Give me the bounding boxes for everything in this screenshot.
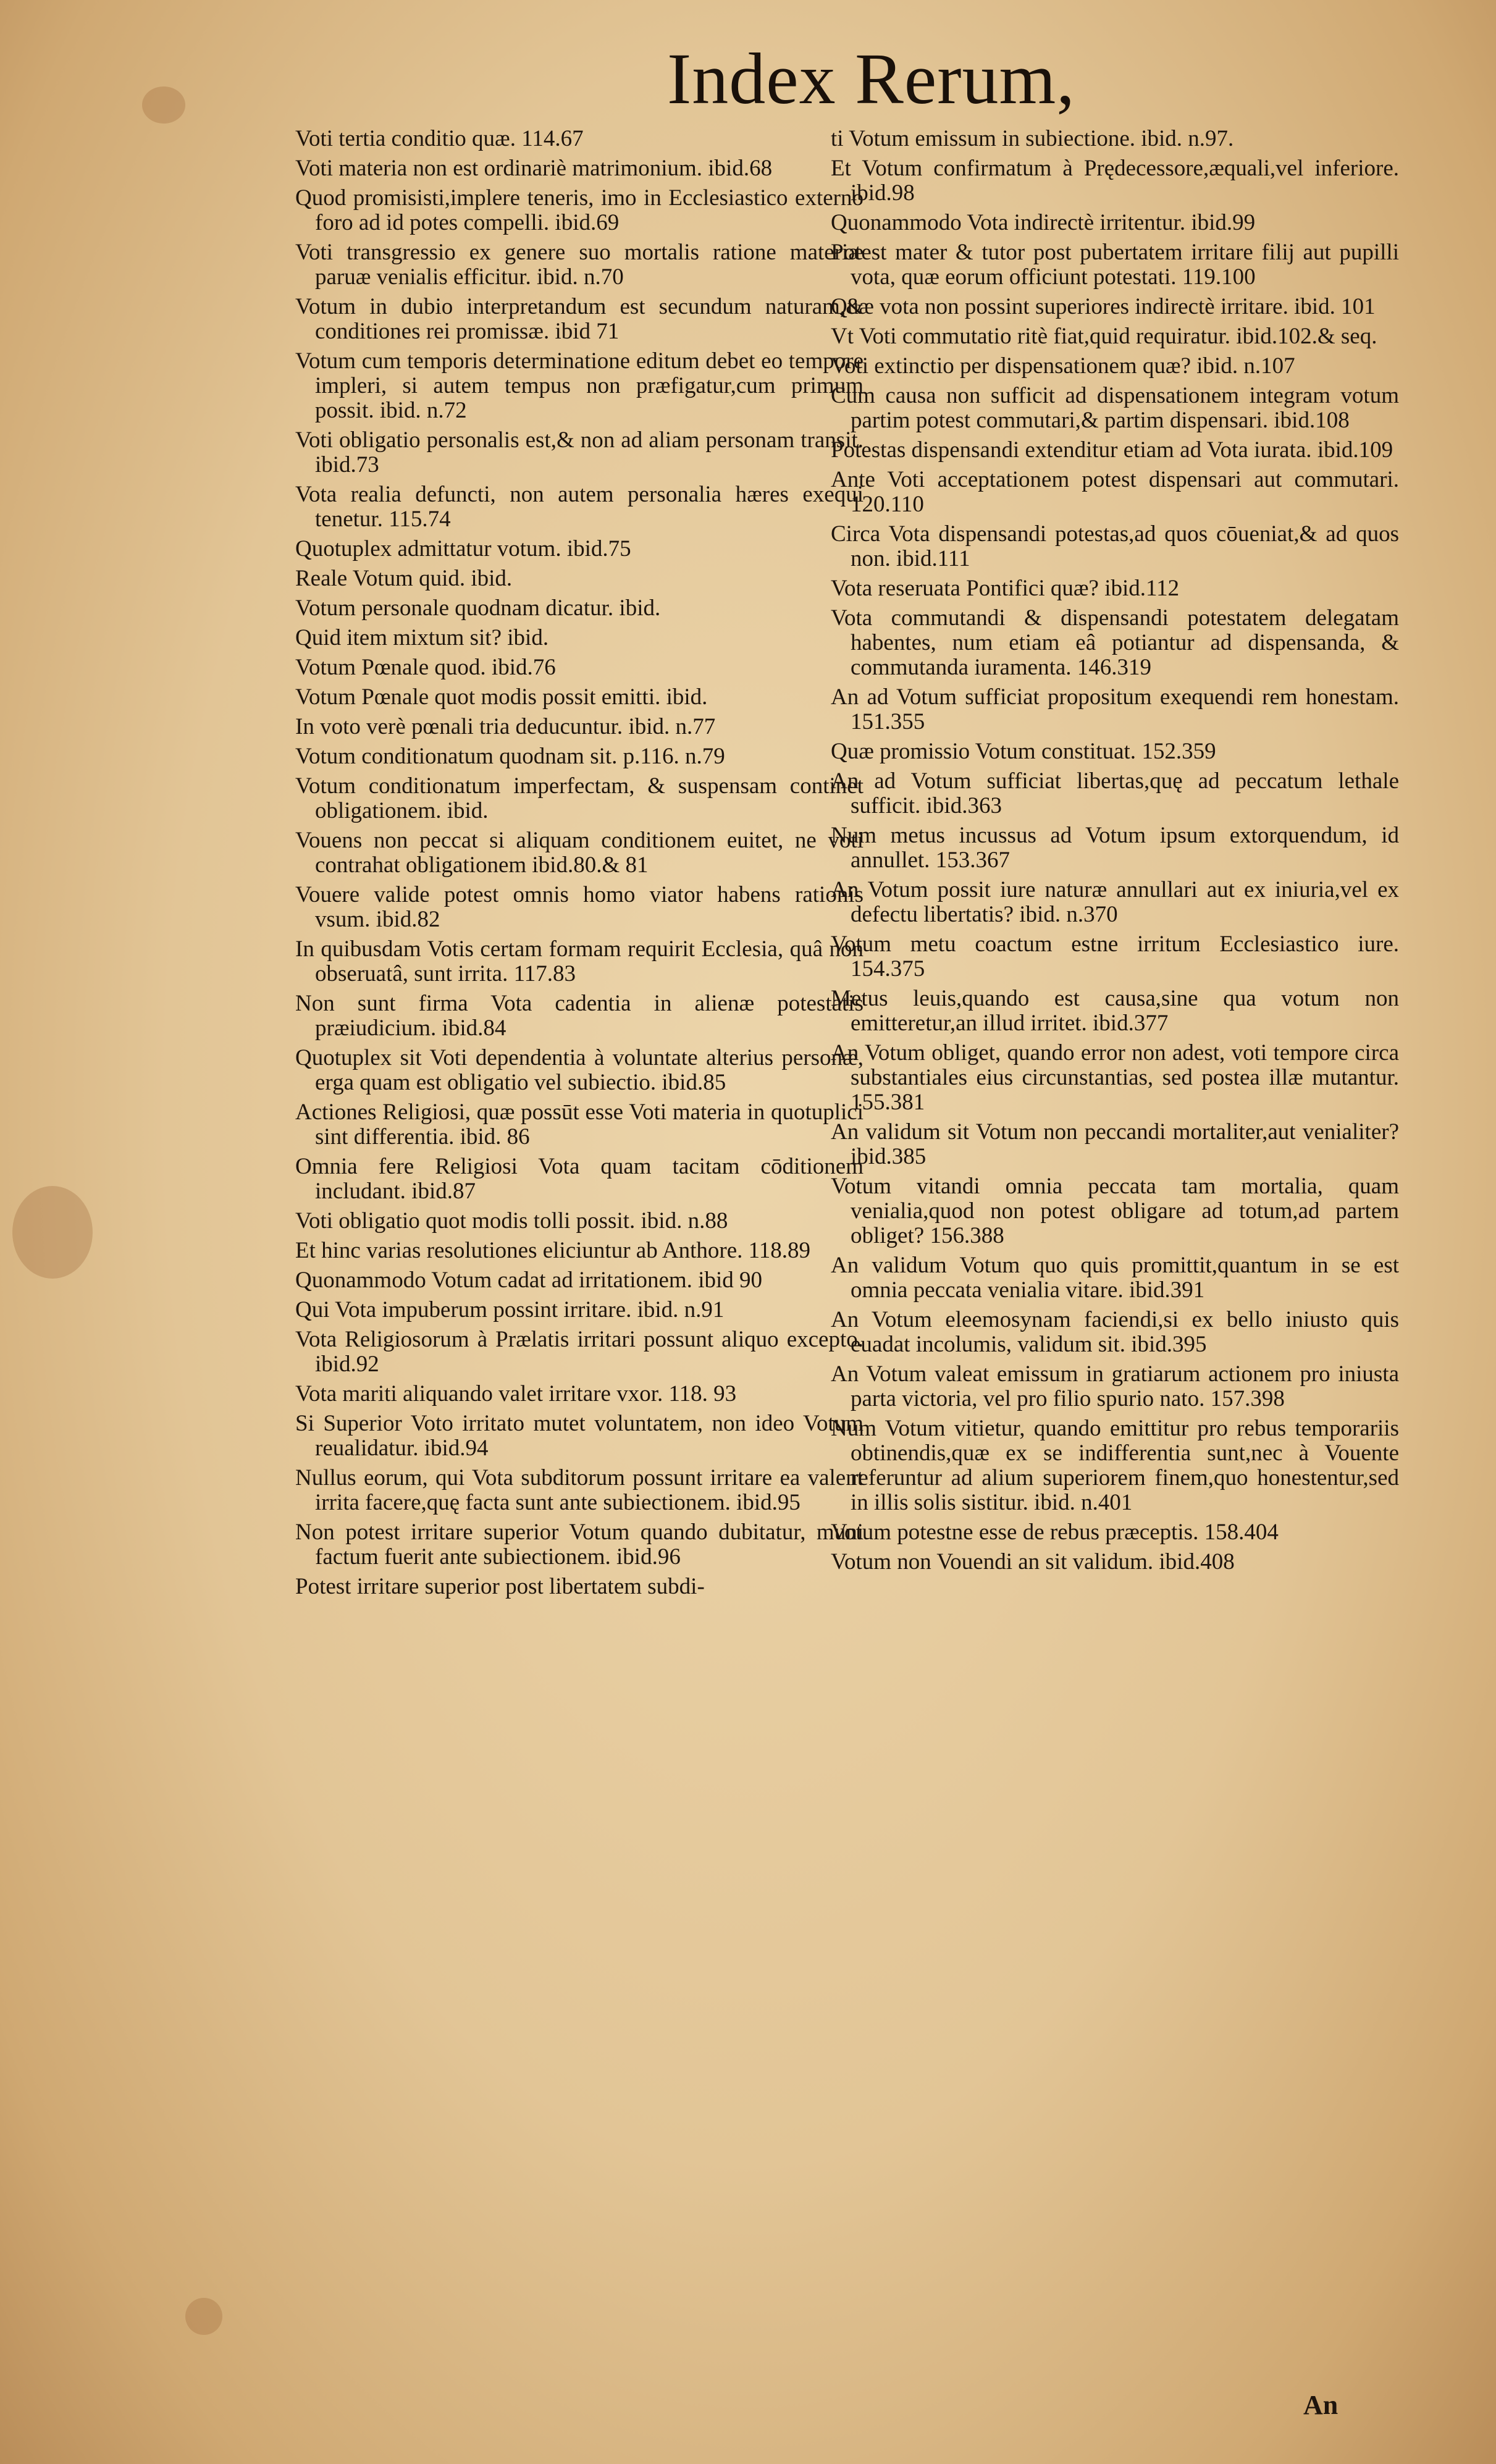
entry-reference: ibid. n.91 bbox=[637, 1297, 725, 1322]
entry-text: Et Votum confirmatum à Prędecessore,æquali,vel inferiore. bbox=[831, 156, 1399, 181]
entry-reference: ibid.109 bbox=[1317, 437, 1393, 463]
entry-reference: ibid.111 bbox=[896, 546, 970, 571]
entry-text: Quotuplex sit Voti dependentia à voluntate alterius personæ, erga quam est obligatio vel subiectio. bbox=[295, 1045, 864, 1095]
entry-text: Voti transgressio ex genere suo mortalis ratione materiæ paruæ venialis efficitur. bbox=[295, 240, 864, 290]
entry-text: Num metus incussus ad Votum ipsum extorquendum, id annullet. bbox=[831, 823, 1399, 873]
entry-text: Votum cum temporis determinatione editum debet eo tempore impleri, si autem tempus non præfigatur,cum primum possit. bbox=[295, 348, 864, 423]
index-entry bbox=[831, 606, 1399, 680]
index-column-left bbox=[295, 127, 864, 1604]
entry-reference: ibid. bbox=[619, 595, 661, 621]
entry-text: Votum Pœnale quod. bbox=[295, 655, 486, 680]
index-entry bbox=[295, 1382, 864, 1406]
index-entry bbox=[295, 744, 864, 769]
entry-text: Ante Voti acceptationem potest dispensari aut commutari. bbox=[831, 467, 1399, 492]
entry-text: Votum non Vouendi an sit validum. bbox=[831, 1549, 1154, 1575]
entry-reference: ibid.68 bbox=[708, 156, 773, 181]
entry-reference: ibid.102.& seq. bbox=[1236, 324, 1377, 349]
index-entry bbox=[831, 468, 1399, 517]
stain bbox=[12, 1186, 93, 1279]
entry-text: An Votum possit iure naturæ annullari aut ex iniuria,vel ex defectu libertatis? bbox=[831, 877, 1399, 927]
index-entry bbox=[295, 991, 864, 1041]
index-entry bbox=[295, 1327, 864, 1377]
entry-text: Si Superior Voto irritato mutet voluntatem, non ideo Votum reualidatur. bbox=[295, 1411, 864, 1461]
entry-reference: ibid.73 bbox=[315, 452, 379, 477]
entry-text: Vota commutandi & dispensandi potestatem delegatam habentes, num etiam eâ potiantur ad dispensanda, & commutanda iuramenta. bbox=[831, 605, 1399, 680]
index-entry bbox=[295, 428, 864, 477]
entry-reference: ibid.96 bbox=[616, 1544, 681, 1570]
entry-text: Omnia fere Religiosi Vota quam tacitam cōditionem includant. bbox=[295, 1154, 864, 1204]
index-entry bbox=[295, 715, 864, 739]
entry-text: Vouens non peccat si aliquam conditionem euitet, ne voti contrahat obligationem bbox=[295, 828, 864, 878]
entry-reference: ibid. bbox=[666, 684, 708, 710]
entry-text: Quid item mixtum sit? bbox=[295, 625, 502, 650]
entry-text: An Votum eleemosynam faciendi,si ex bello iniusto quis euadat incolumis, validum sit. bbox=[831, 1307, 1399, 1357]
entry-reference: ibid.87 bbox=[411, 1179, 476, 1204]
entry-reference: 118. 93 bbox=[668, 1381, 737, 1406]
entry-text: Quæ vota non possint superiores indirectè irritare. bbox=[831, 294, 1288, 319]
entry-reference: 158.404 bbox=[1204, 1520, 1279, 1545]
entry-text: In voto verè pœnali tria deducuntur. bbox=[295, 714, 623, 739]
entry-reference: ibid.108 bbox=[1274, 408, 1350, 433]
entry-text: Vota mariti aliquando valet irritare vxor. bbox=[295, 1381, 663, 1406]
index-entry bbox=[831, 1120, 1399, 1169]
index-entry bbox=[831, 1174, 1399, 1248]
entry-text: Votum in dubio interpretandum est secundum naturam,& conditiones rei promissæ. bbox=[295, 294, 864, 344]
entry-reference: ibid. n.88 bbox=[641, 1208, 728, 1234]
entry-reference: 146.319 bbox=[1077, 655, 1152, 680]
entry-text: Vota realia defuncti, non autem personalia hæres exequi tenetur. bbox=[295, 482, 864, 532]
entry-reference: 120.110 bbox=[851, 492, 924, 517]
entry-text: Qui Vota impuberum possint irritare. bbox=[295, 1297, 632, 1322]
index-entry bbox=[295, 156, 864, 181]
entry-reference: ibid. n.72 bbox=[379, 398, 467, 423]
entry-reference: p.116. n.79 bbox=[623, 744, 725, 769]
entry-reference: ibid. bbox=[447, 798, 489, 823]
entry-reference: ibid. n.401 bbox=[1034, 1490, 1133, 1515]
entry-reference: ibid. 101 bbox=[1294, 294, 1376, 319]
index-entry bbox=[831, 878, 1399, 927]
entry-text: An validum Votum quo quis promittit,quantum in se est omnia peccata venialia vitare. bbox=[831, 1253, 1399, 1303]
index-entry bbox=[295, 1520, 864, 1570]
entry-text: In quibusdam Votis certam formam requirit Ecclesia, quâ non obseruatâ, sunt irrita. bbox=[295, 936, 864, 986]
index-entry bbox=[831, 354, 1399, 379]
entry-reference: ibid. bbox=[507, 625, 549, 650]
index-entry bbox=[295, 1154, 864, 1204]
entry-reference: ibid.377 bbox=[1093, 1011, 1169, 1036]
entry-text: Voti obligatio quot modis tolli possit. bbox=[295, 1208, 636, 1234]
entry-text: Reale Votum quid. bbox=[295, 566, 466, 591]
entry-text: An Votum obliget, quando error non adest, voti tempore circa substantiales eius circunstantias, sed postea illæ mutantur. bbox=[831, 1040, 1399, 1090]
index-entry bbox=[295, 937, 864, 986]
entry-text: Metus leuis,quando est causa,sine qua votum non emitteretur,an illud irritet. bbox=[831, 986, 1399, 1036]
entry-text: An ad Votum sufficiat libertas,quę ad peccatum lethale sufficit. bbox=[831, 768, 1399, 818]
index-entry bbox=[831, 1550, 1399, 1575]
index-entry bbox=[295, 596, 864, 621]
entry-reference: ibid 90 bbox=[698, 1268, 762, 1293]
entry-reference: ibid. n.107 bbox=[1196, 353, 1295, 379]
entry-reference: ibid.75 bbox=[566, 536, 631, 561]
entry-text: Quæ promissio Votum constituat. bbox=[831, 739, 1137, 764]
entry-text: An Votum valeat emissum in gratiarum actionem pro iniusta parta victoria, vel pro filio spurio nato. bbox=[831, 1361, 1399, 1411]
entry-reference: ibid.363 bbox=[926, 793, 1002, 818]
index-entry bbox=[295, 566, 864, 591]
index-entry bbox=[295, 1046, 864, 1095]
index-entry bbox=[831, 932, 1399, 982]
index-entry bbox=[295, 482, 864, 532]
index-entry bbox=[295, 186, 864, 235]
entry-text: ti Votum emissum in subiectione. bbox=[831, 126, 1135, 151]
entry-reference: ibid. 86 bbox=[460, 1124, 530, 1150]
index-entry bbox=[295, 828, 864, 878]
entry-reference: 151.355 bbox=[851, 709, 925, 734]
index-column-right bbox=[831, 127, 1399, 1579]
index-entry bbox=[831, 295, 1399, 319]
entry-text: Voti tertia conditio quæ. bbox=[295, 126, 516, 151]
entry-text: Actiones Religiosi, quæ possūt esse Voti materia in quotuplici sint differentia. bbox=[295, 1100, 864, 1150]
index-entry bbox=[295, 1575, 864, 1599]
entry-reference: 155.381 bbox=[851, 1090, 925, 1115]
index-entry bbox=[831, 986, 1399, 1036]
entry-reference: ibid. bbox=[471, 566, 513, 591]
entry-reference: 114.67 bbox=[521, 126, 584, 151]
entry-text: Votum conditionatum quodnam sit. bbox=[295, 744, 618, 769]
index-entry bbox=[295, 1411, 864, 1461]
index-entry bbox=[831, 1308, 1399, 1357]
index-entry bbox=[295, 685, 864, 710]
index-entry bbox=[295, 240, 864, 290]
index-entry bbox=[831, 739, 1399, 764]
entry-reference: 152.359 bbox=[1141, 739, 1216, 764]
index-entry bbox=[295, 295, 864, 344]
entry-text: Quonammodo Vota indirectè irritentur. bbox=[831, 210, 1186, 235]
entry-text: Potest mater & tutor post pubertatem irritare filij aut pupilli vota, quæ eorum officiunt potestati. bbox=[831, 240, 1399, 290]
index-entry bbox=[295, 883, 864, 932]
index-entry bbox=[831, 576, 1399, 601]
index-entry bbox=[831, 384, 1399, 433]
index-entry bbox=[295, 1100, 864, 1150]
entry-reference: ibid. n.77 bbox=[628, 714, 716, 739]
index-entry bbox=[295, 626, 864, 650]
entry-reference: ibid.95 bbox=[736, 1490, 801, 1515]
index-entry bbox=[831, 156, 1399, 206]
entry-text: Cum causa non sufficit ad dispensationem integram votum partim potest commutari,& partim dispensari. bbox=[831, 383, 1399, 433]
index-entry bbox=[831, 685, 1399, 734]
entry-reference: ibid.98 bbox=[851, 180, 915, 206]
entry-text: Non sunt firma Vota cadentia in alienæ potestatis præiudicium. bbox=[295, 991, 864, 1041]
entry-reference: 117.83 bbox=[513, 961, 576, 986]
entry-reference: 115.74 bbox=[389, 507, 451, 532]
entry-text: Vouere valide potest omnis homo viator habens rationis vsum. bbox=[295, 882, 864, 932]
index-entry bbox=[295, 349, 864, 423]
index-entry bbox=[831, 240, 1399, 290]
entry-reference: ibid.408 bbox=[1159, 1549, 1235, 1575]
entry-reference: ibid.80.& 81 bbox=[532, 852, 649, 878]
entry-text: Num Votum vitietur, quando emittitur pro rebus temporariis obtinendis,quæ ex se indifferentia sunt,nec à Vouente referuntur ad alium superiorem finem,quo honestentur,sed in illis solis sistitur. bbox=[831, 1416, 1399, 1515]
index-entry bbox=[295, 774, 864, 823]
entry-text: An validum sit Votum non peccandi mortaliter,aut venialiter? bbox=[831, 1119, 1399, 1145]
index-entry bbox=[831, 1416, 1399, 1515]
index-entry bbox=[831, 1253, 1399, 1303]
index-entry bbox=[831, 1362, 1399, 1411]
entry-text: Circa Vota dispensandi potestas,ad quos cōueniat,& ad quos non. bbox=[831, 521, 1399, 571]
entry-reference: ibid.112 bbox=[1104, 576, 1180, 601]
index-entry bbox=[831, 1520, 1399, 1545]
entry-text: Votum personale quodnam dicatur. bbox=[295, 595, 614, 621]
entry-reference: ibid.92 bbox=[315, 1352, 379, 1377]
entry-reference: 153.367 bbox=[935, 847, 1010, 873]
index-entry bbox=[295, 1238, 864, 1263]
index-entry bbox=[831, 324, 1399, 349]
entry-text: Votum Pœnale quot modis possit emitti. bbox=[295, 684, 661, 710]
entry-reference: ibid.94 bbox=[424, 1436, 489, 1461]
index-entry bbox=[831, 438, 1399, 463]
index-entry bbox=[295, 127, 864, 151]
entry-reference: ibid. n.370 bbox=[1019, 902, 1118, 927]
entry-reference: ibid.395 bbox=[1131, 1332, 1207, 1357]
entry-text: Quotuplex admittatur votum. bbox=[295, 536, 561, 561]
entry-text: An ad Votum sufficiat propositum exequendi rem honestam. bbox=[831, 684, 1399, 710]
index-entry bbox=[831, 211, 1399, 235]
stain bbox=[185, 2298, 222, 2335]
index-entry bbox=[295, 537, 864, 561]
index-entry bbox=[295, 655, 864, 680]
entry-reference: ibid.84 bbox=[442, 1015, 506, 1041]
entry-text: Voti obligatio personalis est,& non ad aliam personam transit. bbox=[295, 427, 864, 453]
entry-reference: 118.89 bbox=[748, 1238, 811, 1263]
entry-reference: ibid 71 bbox=[555, 319, 620, 344]
entry-text: Voti extinctio per dispensationem quæ? bbox=[831, 353, 1191, 379]
entry-text: Vota Religiosorum à Prælatis irritari possunt aliquo excepto. bbox=[295, 1327, 864, 1352]
entry-text: Et hinc varias resolutiones eliciuntur ab Anthore. bbox=[295, 1238, 743, 1263]
index-entry bbox=[295, 1268, 864, 1293]
entry-reference: ibid. n.97. bbox=[1141, 126, 1234, 151]
entry-text: Quod promisisti,implere teneris, imo in Ecclesiastico externo foro ad id potes compelli. bbox=[295, 185, 864, 235]
entry-text: Vota reseruata Pontifici quæ? bbox=[831, 576, 1099, 601]
index-entry bbox=[831, 769, 1399, 818]
entry-text: Votum potestne esse de rebus præceptis. bbox=[831, 1520, 1199, 1545]
entry-reference: ibid.76 bbox=[491, 655, 556, 680]
entry-text: Nullus eorum, qui Vota subditorum possunt irritare ea valent irrita facere,quę facta sunt ante subiectionem. bbox=[295, 1465, 864, 1515]
index-entry bbox=[831, 823, 1399, 873]
entry-text: Votum metu coactum estne irritum Ecclesiastico iure. bbox=[831, 931, 1399, 957]
entry-reference: 119.100 bbox=[1182, 264, 1256, 290]
index-entry bbox=[831, 1041, 1399, 1115]
entry-reference: 157.398 bbox=[1210, 1386, 1285, 1411]
entry-text: Voti materia non est ordinariè matrimonium. bbox=[295, 156, 703, 181]
entry-text: Potest irritare superior post libertatem subdi- bbox=[295, 1574, 705, 1599]
entry-reference: 154.375 bbox=[851, 956, 925, 982]
entry-reference: ibid.99 bbox=[1191, 210, 1256, 235]
index-entry bbox=[831, 522, 1399, 571]
entry-text: Vt Voti commutatio ritè fiat,quid requiratur. bbox=[831, 324, 1231, 349]
entry-text: Votum conditionatum imperfectam, & suspensam continet obligationem. bbox=[295, 773, 864, 823]
entry-reference: ibid.85 bbox=[662, 1070, 726, 1095]
entry-text: Non potest irritare superior Votum quando dubitatur, muni factum fuerit ante subiectionem. bbox=[295, 1520, 864, 1570]
index-entry bbox=[831, 127, 1399, 151]
index-entry bbox=[295, 1209, 864, 1234]
entry-reference: ibid. n.70 bbox=[536, 264, 624, 290]
entry-text: Quonammodo Votum cadat ad irritationem. bbox=[295, 1268, 692, 1293]
index-entry bbox=[295, 1466, 864, 1515]
entry-reference: ibid.69 bbox=[555, 210, 620, 235]
entry-reference: ibid.385 bbox=[851, 1144, 927, 1169]
entry-reference: 156.388 bbox=[930, 1223, 1004, 1248]
page-header: Index Rerum, bbox=[667, 38, 1075, 119]
entry-text: Votum vitandi omnia peccata tam mortalia, quam venialia,quod non potest obligare ad totum,ad partem obliget? bbox=[831, 1174, 1399, 1248]
entry-reference: ibid.82 bbox=[376, 907, 440, 932]
catchword: An bbox=[1303, 2390, 1338, 2420]
entry-text: Potestas dispensandi extenditur etiam ad Vota iurata. bbox=[831, 437, 1312, 463]
index-entry bbox=[295, 1298, 864, 1322]
entry-reference: ibid.391 bbox=[1128, 1277, 1205, 1303]
stain bbox=[142, 86, 185, 124]
